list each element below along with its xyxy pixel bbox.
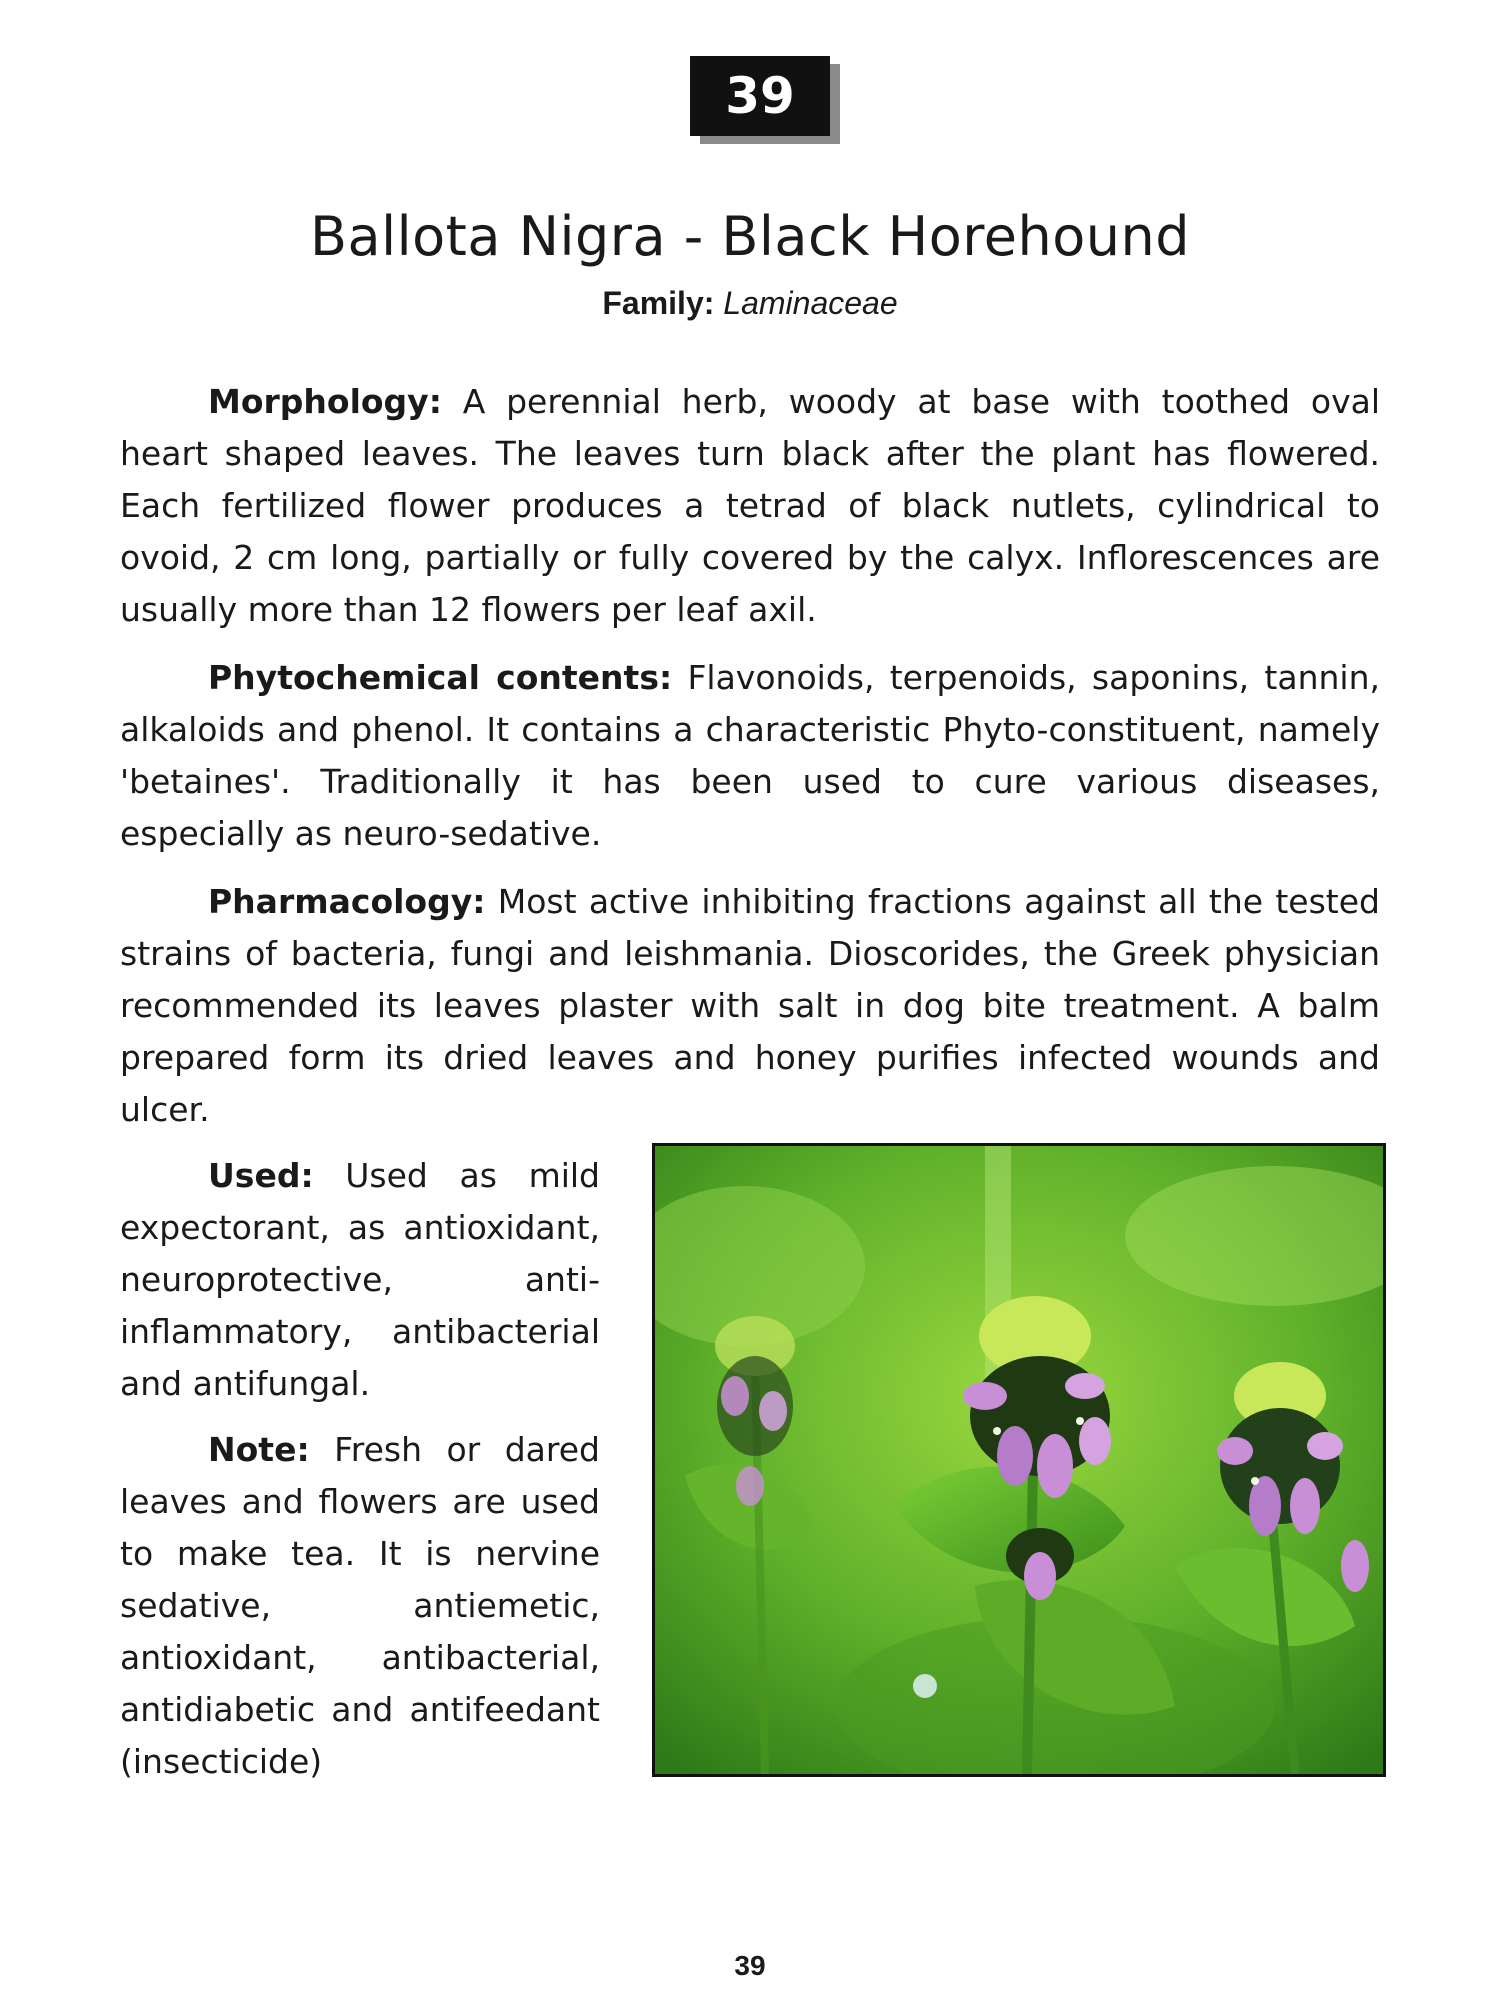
- note-text: Fresh or dared leaves and flowers are used to make tea. It is nervine sedative, antiemetic, antioxidant, antibacterial, antidiabetic and antifeedant (insecticide): [120, 1430, 600, 1781]
- flower: [1249, 1476, 1281, 1536]
- flower: [963, 1382, 1007, 1410]
- flower: [759, 1391, 787, 1431]
- family-label: Family:: [602, 285, 715, 321]
- flower: [1037, 1434, 1073, 1498]
- morphology-text: A perennial herb, woody at base with toothed oval heart shaped leaves. The leaves turn black after the plant has flowered. Each fertilized flower produces a tetrad of black nutlets, cylindrical to ovoid, 2 cm long, partially or fully covered by the calyx. Inflorescences are usually more than 12 flowers per leaf axil.: [120, 382, 1380, 629]
- morphology-label: Morphology:: [208, 382, 442, 421]
- highlight: [993, 1427, 1001, 1435]
- family-line: [0, 285, 1500, 322]
- highlight: [913, 1674, 937, 1698]
- highlight: [1076, 1417, 1084, 1425]
- pharmacology-text: Most active inhibiting fractions against all the tested strains of bacteria, fungi and leishmania. Dioscorides, the Greek physician recommended its leaves plaster with salt in dog bite treatment. A balm prepared form its dried leaves and honey purifies infected wounds and ulcer.: [120, 882, 1380, 1129]
- phytochemical-paragraph: [120, 652, 1380, 860]
- used-label: Used:: [208, 1156, 314, 1195]
- flower: [1217, 1437, 1253, 1465]
- used-paragraph: [120, 1150, 600, 1410]
- black-horehound-flower-illustration: [655, 1146, 1383, 1774]
- phytochemical-label: Phytochemical contents:: [208, 658, 673, 697]
- chapter-number-badge: 39: [690, 56, 830, 136]
- page-title: Ballota Nigra - Black Horehound: [309, 205, 1191, 268]
- flower: [1341, 1540, 1369, 1592]
- plant-photo: [652, 1143, 1386, 1777]
- flower: [736, 1466, 764, 1506]
- flower: [1290, 1478, 1320, 1534]
- flower: [721, 1376, 749, 1416]
- highlight: [1251, 1477, 1259, 1485]
- flower: [1307, 1432, 1343, 1460]
- family-value: Laminaceae: [723, 285, 898, 321]
- page-number: 39: [734, 1950, 766, 1981]
- flower: [1065, 1373, 1105, 1399]
- flower: [1079, 1417, 1111, 1465]
- note-paragraph: [120, 1424, 600, 1788]
- pharmacology-paragraph: [120, 876, 1380, 1136]
- note-label: Note:: [208, 1430, 310, 1469]
- phytochemical-text: Flavonoids, terpenoids, saponins, tannin, alkaloids and phenol. It contains a characteristic Phyto-constituent, namely 'betaines'. Traditionally it has been used to cure various diseases, especially as neuro-sedative.: [120, 658, 1380, 853]
- pharmacology-label: Pharmacology:: [208, 882, 486, 921]
- flower: [1024, 1552, 1056, 1600]
- used-text: Used as mild expectorant, as antioxidant, neuroprotective, anti-inflammatory, antibacterial and antifungal.: [120, 1156, 600, 1403]
- morphology-paragraph: [120, 376, 1380, 636]
- flower: [997, 1426, 1033, 1486]
